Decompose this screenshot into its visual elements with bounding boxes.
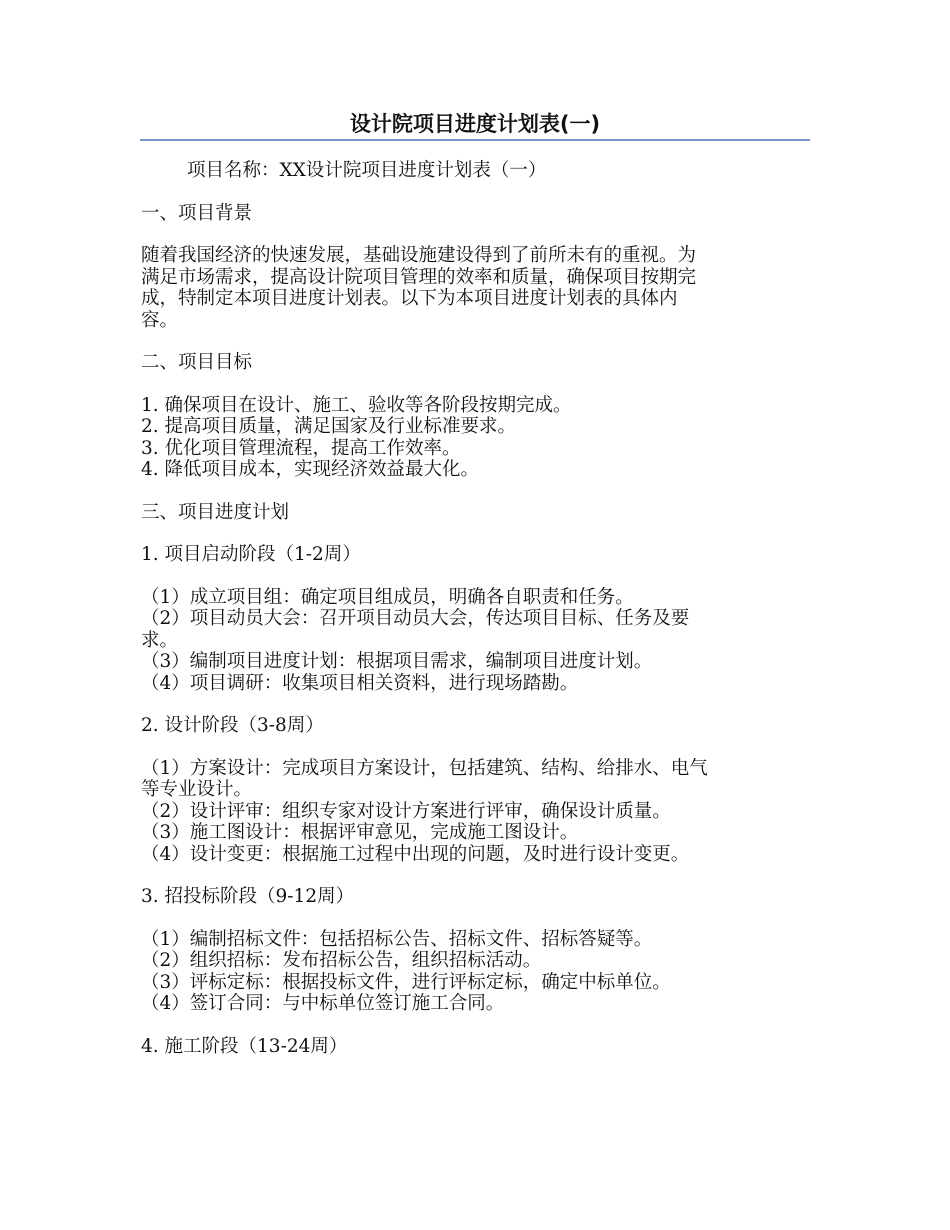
phase-line: （4）项目调研：收集项目相关资料，进行现场踏勘。 <box>141 672 579 694</box>
document-body <box>141 160 811 1057</box>
paragraph-line: 满足市场需求，提高设计院项目管理的效率和质量，确保项目按期完 <box>141 266 697 288</box>
goal-item: 4. 降低项目成本，实现经济效益最大化。 <box>141 459 480 480</box>
phase-line: （1）方案设计：完成项目方案设计，包括建筑、结构、给排水、电气 <box>141 757 708 779</box>
phase-line: （3）施工图设计：根据评审意见，完成施工图设计。 <box>141 822 579 843</box>
phase-title-design: 2. 设计阶段（3-8周） <box>141 715 324 736</box>
phase-line: （4）设计变更：根据施工过程中出现的问题，及时进行设计变更。 <box>141 843 690 865</box>
phase-line: （2）组织招标：发布招标公告，组织招标活动。 <box>141 950 542 971</box>
phase-line: （1）编制招标文件：包括招标公告、招标文件、招标答疑等。 <box>141 928 653 950</box>
paragraph-line: 成，特制定本项目进度计划表。以下为本项目进度计划表的具体内 <box>141 288 678 309</box>
paragraph-line: 容。 <box>141 309 179 331</box>
goal-item: 3. 优化项目管理流程，提高工作效率。 <box>141 437 461 459</box>
section-heading-background: 一、项目背景 <box>141 202 253 224</box>
phase-title-construction: 4. 施工阶段（13-24周） <box>141 1035 348 1057</box>
document-title: 设计院项目进度计划表(一) <box>349 112 601 136</box>
phase-line: （3）评标定标：根据投标文件，进行评标定标，确定中标单位。 <box>141 971 671 993</box>
phase-title-startup: 1. 项目启动阶段（1-2周） <box>141 544 361 565</box>
goal-item: 2. 提高项目质量，满足国家及行业标准要求。 <box>141 416 517 437</box>
phase-line: 等专业设计。 <box>141 779 253 800</box>
phase-line: （1）成立项目组：确定项目组成员，明确各自职责和任务。 <box>141 586 634 608</box>
section-heading-goals: 二、项目目标 <box>141 352 253 373</box>
goal-item: 1. 确保项目在设计、施工、验收等各阶段按期完成。 <box>141 394 572 416</box>
phase-line: （2）设计评审：组织专家对设计方案进行评审，确保设计质量。 <box>141 800 671 822</box>
phase-line: （4）签订合同：与中标单位签订施工合同。 <box>141 993 505 1014</box>
phase-line: （2）项目动员大会：召开项目动员大会，传达项目目标、任务及要 <box>141 608 690 629</box>
phase-line: （3）编制项目进度计划：根据项目需求，编制项目进度计划。 <box>141 651 653 672</box>
section-heading-schedule: 三、项目进度计划 <box>141 501 290 523</box>
phase-line: 求。 <box>141 629 179 651</box>
title-underline <box>140 139 810 141</box>
project-name-line: 项目名称：XX设计院项目进度计划表（一） <box>187 160 547 181</box>
phase-title-bidding: 3. 招投标阶段（9-12周） <box>141 886 355 907</box>
paragraph-line: 随着我国经济的快速发展，基础设施建设得到了前所未有的重视。为 <box>141 245 697 266</box>
